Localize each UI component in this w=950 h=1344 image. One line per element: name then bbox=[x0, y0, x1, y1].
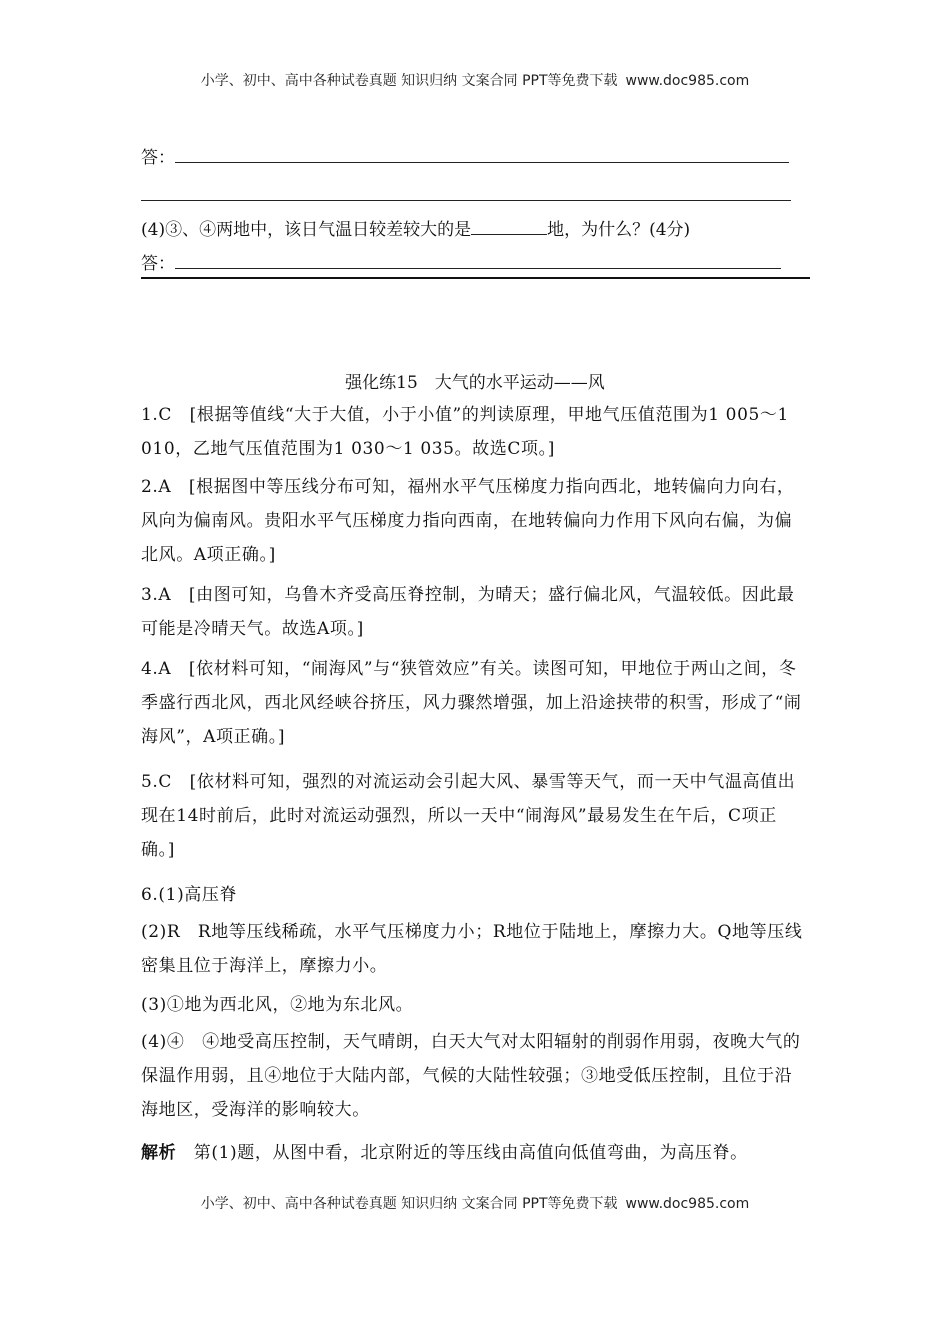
question-4 bbox=[141, 218, 690, 242]
page-footer bbox=[0, 1193, 950, 1213]
question-4-text: (4)③、④两地中，该日气温日较差较大的是 bbox=[141, 220, 472, 240]
answer-4: 4.A [依材料可知，“闹海风”与“狭管效应”有关。读图可知，甲地位于两山之间，冬季盛行西北风，西北风经峡谷挤压，风力骤然增强，加上沿途挟带的积雪，形成了“闹海风”，A项正确。] bbox=[141, 659, 802, 747]
question-4-tail: 地，为什么？(4分) bbox=[547, 220, 691, 240]
answer-6-2: (2)R R地等压线稀疏，水平气压梯度力小；R地位于陆地上，摩擦力大。Q地等压线密集且位于海洋上，摩擦力小。 bbox=[141, 922, 803, 976]
answer-6-3: (3)①地为西北风，②地为东北风。 bbox=[141, 995, 414, 1015]
answer-blank[interactable] bbox=[175, 254, 781, 269]
answer-label: 答： bbox=[141, 254, 175, 274]
section-title: 强化练15 大气的水平运动——风 bbox=[345, 373, 605, 393]
fill-blank[interactable] bbox=[471, 220, 547, 235]
analysis bbox=[141, 1136, 809, 1170]
section-divider bbox=[141, 277, 810, 279]
answer-6-4: (4)④ ④地受高压控制，天气晴朗，白天大气对太阳辐射的削弱作用弱，夜晚大气的保温作用弱，且④地位于大陆内部，气候的大陆性较强；③地受低压控制，且位于沿海地区，受海洋的影响较大。 bbox=[141, 1032, 801, 1120]
answer-blank[interactable] bbox=[175, 148, 789, 163]
answer-3: 3.A [由图可知，乌鲁木齐受高压脊控制，为晴天；盛行偏北风，气温较低。因此最可能是冷晴天气。故选A项。] bbox=[141, 585, 795, 639]
answer-1: 1.C [根据等值线“大于大值，小于小值”的判读原理，甲地气压值范围为1 005～1 010，乙地气压值范围为1 030～1 035。故选C项。] bbox=[141, 405, 789, 459]
footer-url[interactable]: www.doc985.com bbox=[625, 1196, 750, 1212]
header-text: 小学、初中、高中各种试卷真题 知识归纳 文案合同 PPT等免费下载 bbox=[200, 73, 618, 89]
answer-2: 2.A [根据图中等压线分布可知，福州水平气压梯度力指向西北，地转偏向力向右，风向为偏南风。贵阳水平气压梯度力指向西南，在地转偏向力作用下风向右偏，为偏北风。A项正确。] bbox=[141, 477, 795, 565]
answer-5: 5.C [依材料可知，强烈的对流运动会引起大风、暴雪等天气，而一天中气温高值出现在14时前后，此时对流运动强烈，所以一天中“闹海风”最易发生在午后，C项正确。] bbox=[141, 772, 796, 860]
answer-6-1: 6.(1)高压脊 bbox=[141, 885, 238, 905]
footer-text: 小学、初中、高中各种试卷真题 知识归纳 文案合同 PPT等免费下载 bbox=[200, 1196, 618, 1212]
page-header bbox=[0, 70, 950, 90]
header-url[interactable]: www.doc985.com bbox=[625, 73, 750, 89]
analysis-label: 解析 bbox=[141, 1143, 177, 1163]
answer-line-1 bbox=[141, 146, 789, 170]
answer-line-2 bbox=[141, 252, 781, 276]
answer-rule bbox=[141, 200, 791, 201]
analysis-text: 第(1)题，从图中看，北京附近的等压线由高值向低值弯曲，为高压脊。 bbox=[176, 1143, 748, 1163]
answer-label: 答： bbox=[141, 148, 175, 168]
